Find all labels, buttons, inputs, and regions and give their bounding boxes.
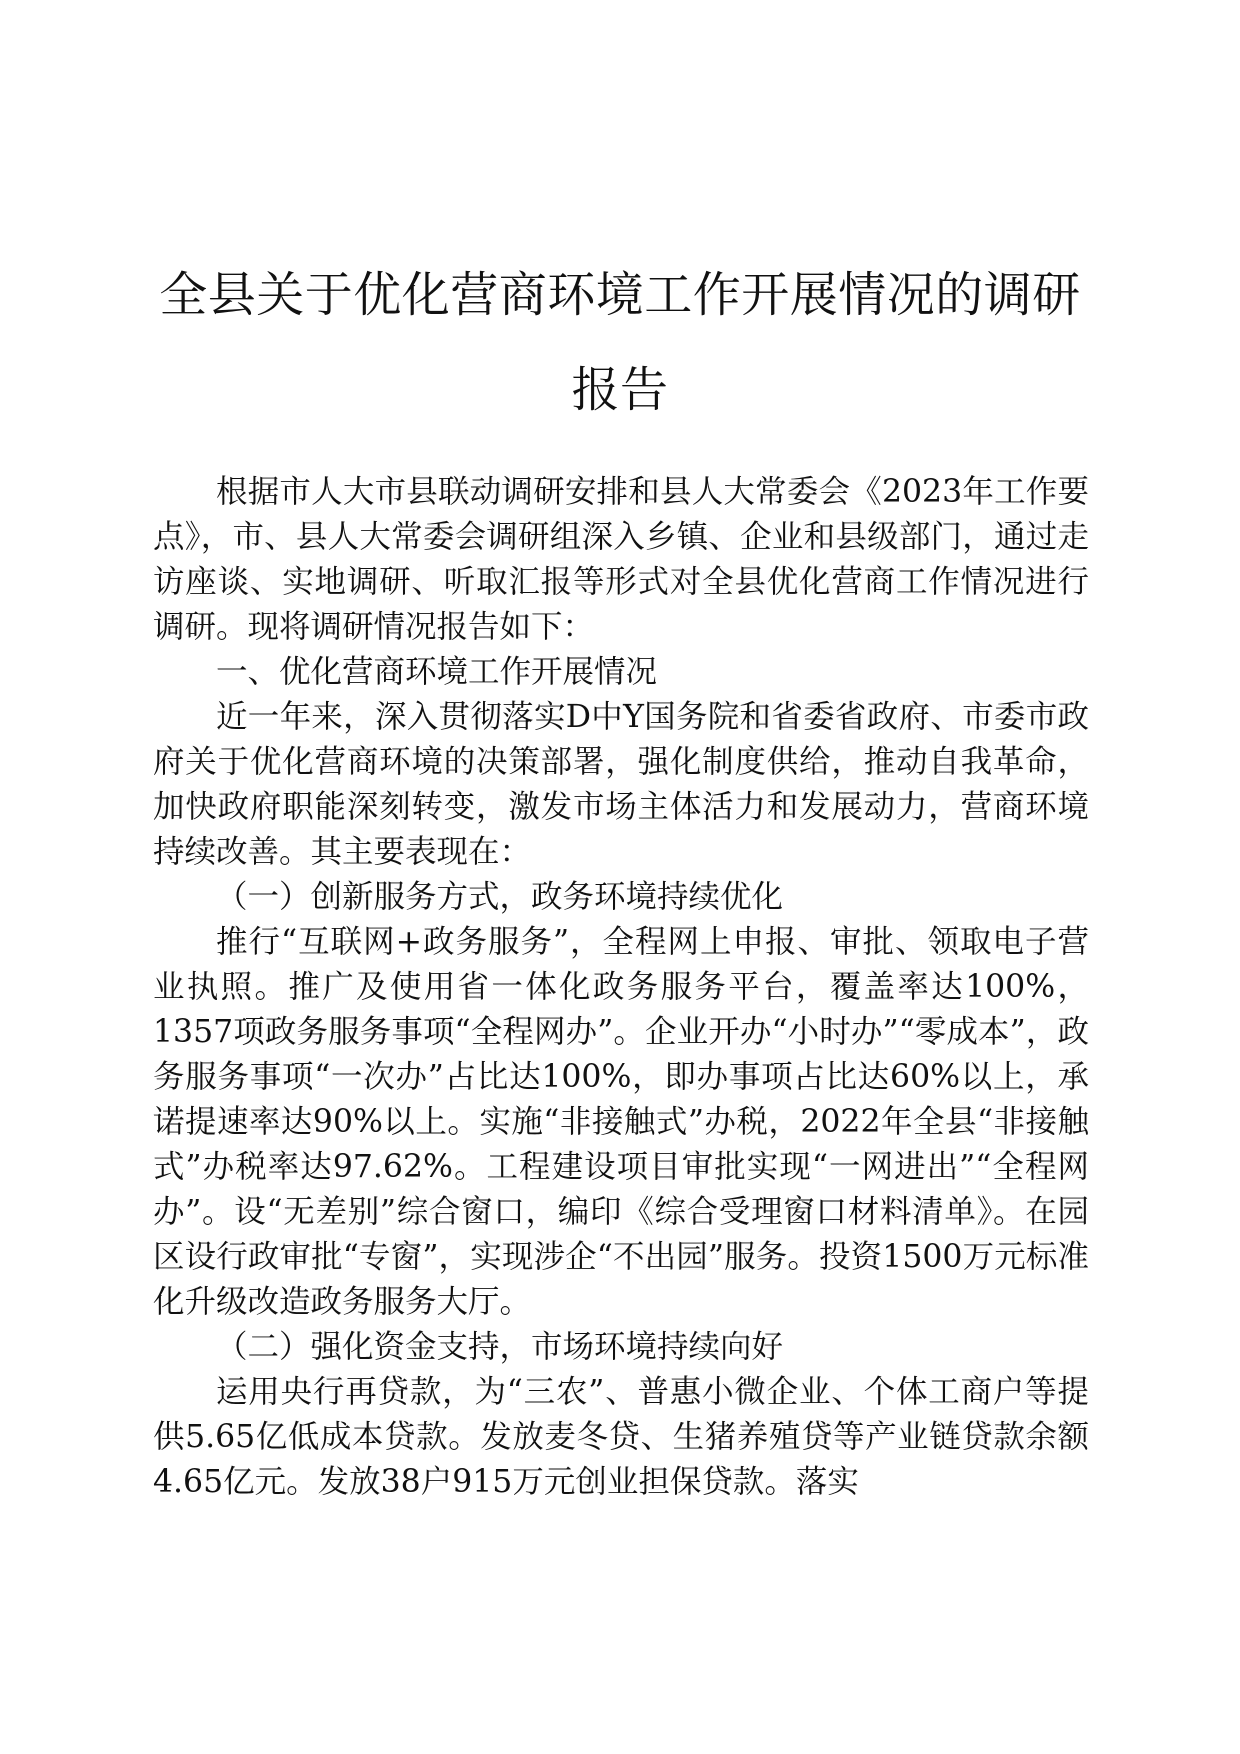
document-title: 全县关于优化营商环境工作开展情况的调研报告: [159, 267, 1081, 418]
section-heading-1: 一、优化营商环境工作开展情况: [216, 654, 658, 690]
document-body: [153, 470, 1089, 1505]
section-1-paragraph: 近一年来，深入贯彻落实D中Y国务院和省委省政府、市委市政府关于优化营商环境的决策部署，强化制度供给，推动自我革命，加快政府职能深刻转变，激发市场主体活力和发展动力，营商环境持续改善。其主要表现在：: [153, 699, 1089, 870]
subsection-heading-2: （二）强化资金支持，市场环境持续向好: [216, 1329, 784, 1365]
intro-paragraph: 根据市人大市县联动调研安排和县人大常委会《2023年工作要点》，市、县人大常委会调研组深入乡镇、企业和县级部门，通过走访座谈、实地调研、听取汇报等形式对全县优化营商工作情况进行调研。现将调研情况报告如下：: [153, 474, 1089, 645]
subsection-heading-1: （一）创新服务方式，政务环境持续优化: [216, 879, 784, 915]
subsection-1-paragraph: 推行“互联网+政务服务”，全程网上申报、审批、领取电子营业执照。推广及使用省一体化政务服务平台，覆盖率达100%，1357项政务服务事项“全程网办”。企业开办“小时办”“零成本”，政务服务事项“一次办”占比达100%，即办事项占比达60%以上，承诺提速率达90%以上。实施“非接触式”办税，2022年全县“非接触式”办税率达97.62%。工程建设项目审批实现“一网进出”“全程网办”。设“无差别”综合窗口，编印《综合受理窗口材料清单》。在园区设行政审批“专窗”，实现涉企“不出园”服务。投资1500万元标准化升级改造政务服务大厅。: [153, 924, 1089, 1320]
subsection-2-paragraph: 运用央行再贷款，为“三农”、普惠小微企业、个体工商户等提供5.65亿低成本贷款。发放麦冬贷、生猪养殖贷等产业链贷款余额4.65亿元。发放38户915万元创业担保贷款。落实: [153, 1374, 1089, 1500]
